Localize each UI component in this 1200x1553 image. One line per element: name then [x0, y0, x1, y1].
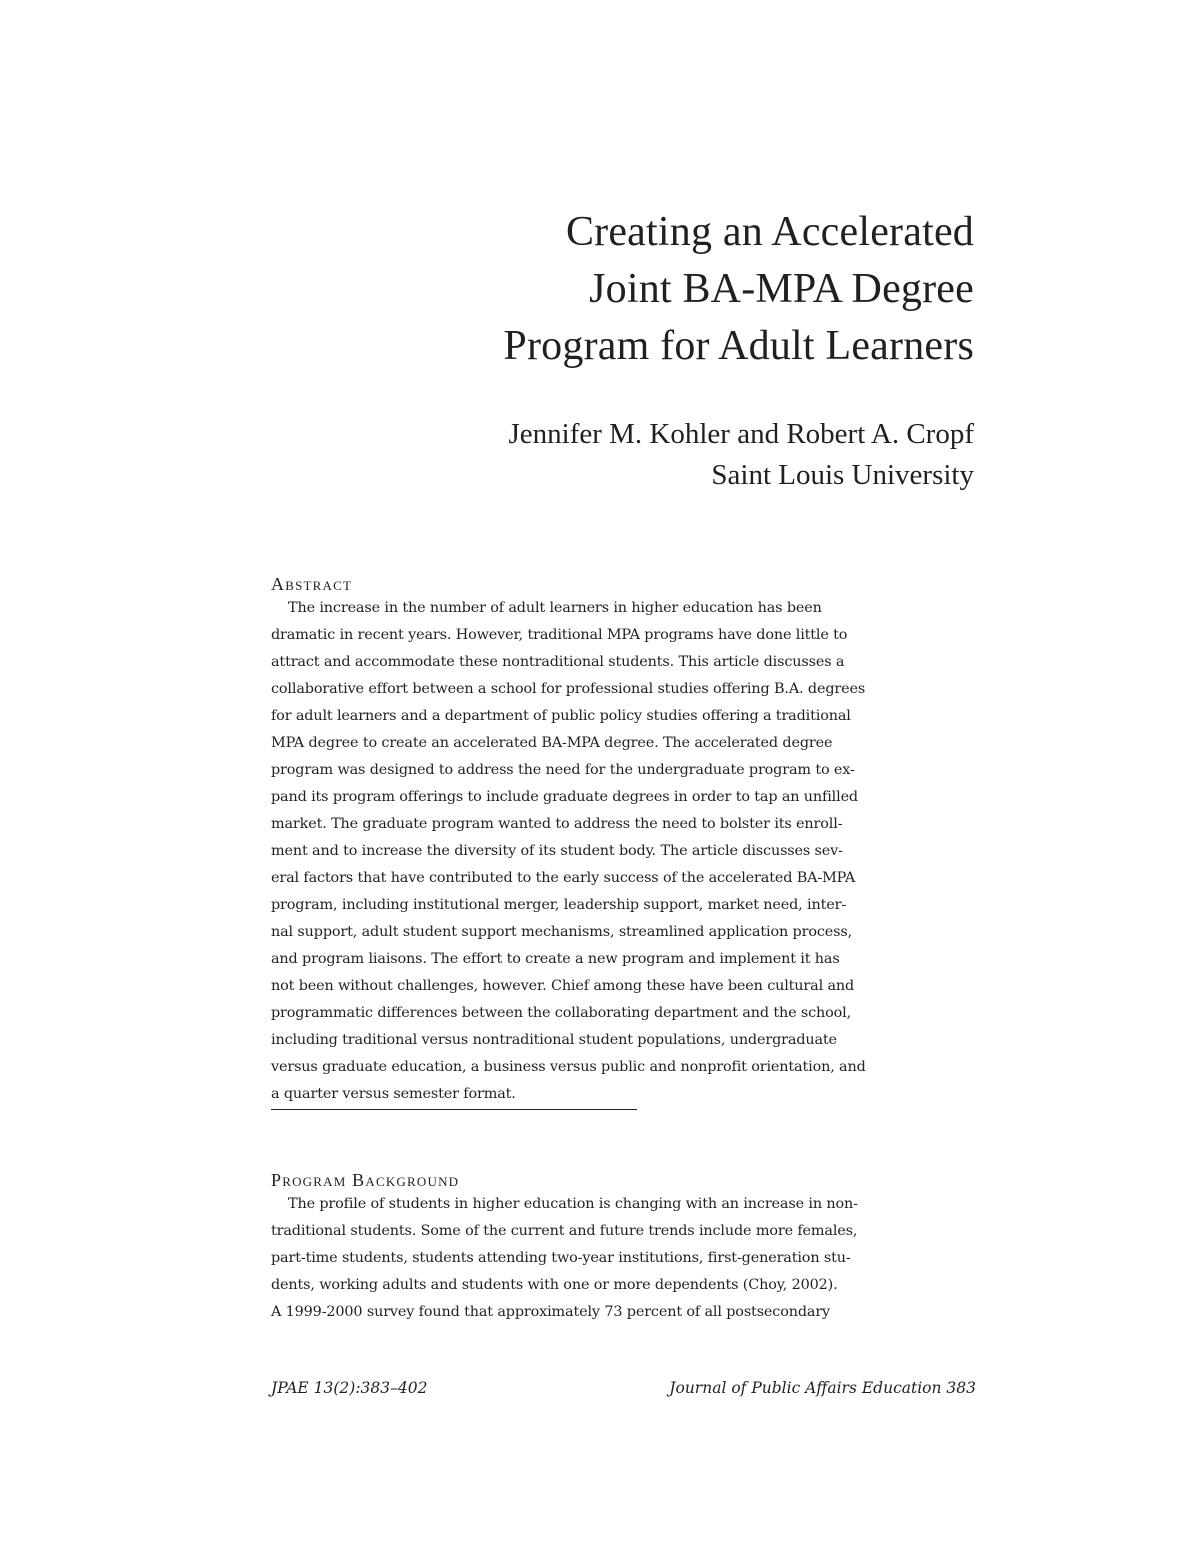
page-footer — [271, 1376, 976, 1400]
journal-name-page-number: Journal of Public Affairs Education 383 — [669, 1379, 976, 1397]
body-line: dents, working adults and students with one or more dependents (Choy, 2002). — [271, 1277, 838, 1293]
abstract-line: a quarter versus semester format. — [271, 1086, 516, 1102]
title-line-1: Creating an Accelerated — [565, 209, 974, 255]
abstract-line: MPA degree to create an accelerated BA-MPA degree. The accelerated degree — [271, 735, 833, 751]
body-line: part-time students, students attending two-year institutions, first-generation stu- — [271, 1250, 851, 1266]
abstract-line: eral factors that have contributed to the early success of the accelerated BA-MPA — [271, 870, 856, 886]
abstract-line: collaborative effort between a school for professional studies offering B.A. degrees — [271, 681, 866, 697]
author-affiliation: Saint Louis University — [711, 459, 974, 491]
abstract-line: program, including institutional merger, leadership support, market need, inter- — [271, 897, 847, 913]
abstract-line: attract and accommodate these nontraditional students. This article discusses a — [271, 654, 845, 670]
body-line: traditional students. Some of the current and future trends include more females, — [271, 1223, 858, 1239]
article-title — [334, 204, 974, 375]
program-background-heading: Program Background — [271, 1170, 460, 1190]
abstract-line: market. The graduate program wanted to address the need to bolster its enroll- — [271, 816, 843, 832]
abstract-line: dramatic in recent years. However, traditional MPA programs have done little to — [271, 627, 848, 643]
abstract-line: including traditional versus nontraditional student populations, undergraduate — [271, 1032, 837, 1048]
abstract-line: versus graduate education, a business versus public and nonprofit orientation, and — [271, 1059, 866, 1075]
abstract-line: for adult learners and a department of public policy studies offering a traditional — [271, 708, 851, 724]
abstract-line: The increase in the number of adult learners in higher education has been — [288, 600, 822, 616]
title-line-2: Joint BA-MPA Degree — [589, 266, 974, 312]
title-line-3: Program for Adult Learners — [503, 323, 974, 369]
abstract-line: program was designed to address the need for the undergraduate program to ex- — [271, 762, 855, 778]
abstract-section — [271, 573, 976, 1108]
abstract-line: not been without challenges, however. Chief among these have been cultural and — [271, 978, 855, 994]
abstract-divider — [271, 1109, 637, 1110]
abstract-line: pand its program offerings to include graduate degrees in order to tap an unfilled — [271, 789, 858, 805]
author-block — [334, 414, 974, 496]
program-background-section — [271, 1169, 976, 1326]
body-line: The profile of students in higher education is changing with an increase in non- — [288, 1196, 858, 1212]
abstract-line: nal support, adult student support mechanisms, streamlined application process, — [271, 924, 852, 940]
journal-citation: JPAE 13(2):383–402 — [271, 1379, 428, 1397]
author-names: Jennifer M. Kohler and Robert A. Cropf — [508, 418, 974, 450]
abstract-line: ment and to increase the diversity of its student body. The article discusses sev- — [271, 843, 843, 859]
abstract-heading: Abstract — [271, 574, 353, 594]
body-line: A 1999-2000 survey found that approximately 73 percent of all postsecondary — [271, 1304, 831, 1320]
abstract-line: programmatic differences between the collaborating department and the school, — [271, 1005, 852, 1021]
abstract-line: and program liaisons. The effort to create a new program and implement it has — [271, 951, 840, 967]
